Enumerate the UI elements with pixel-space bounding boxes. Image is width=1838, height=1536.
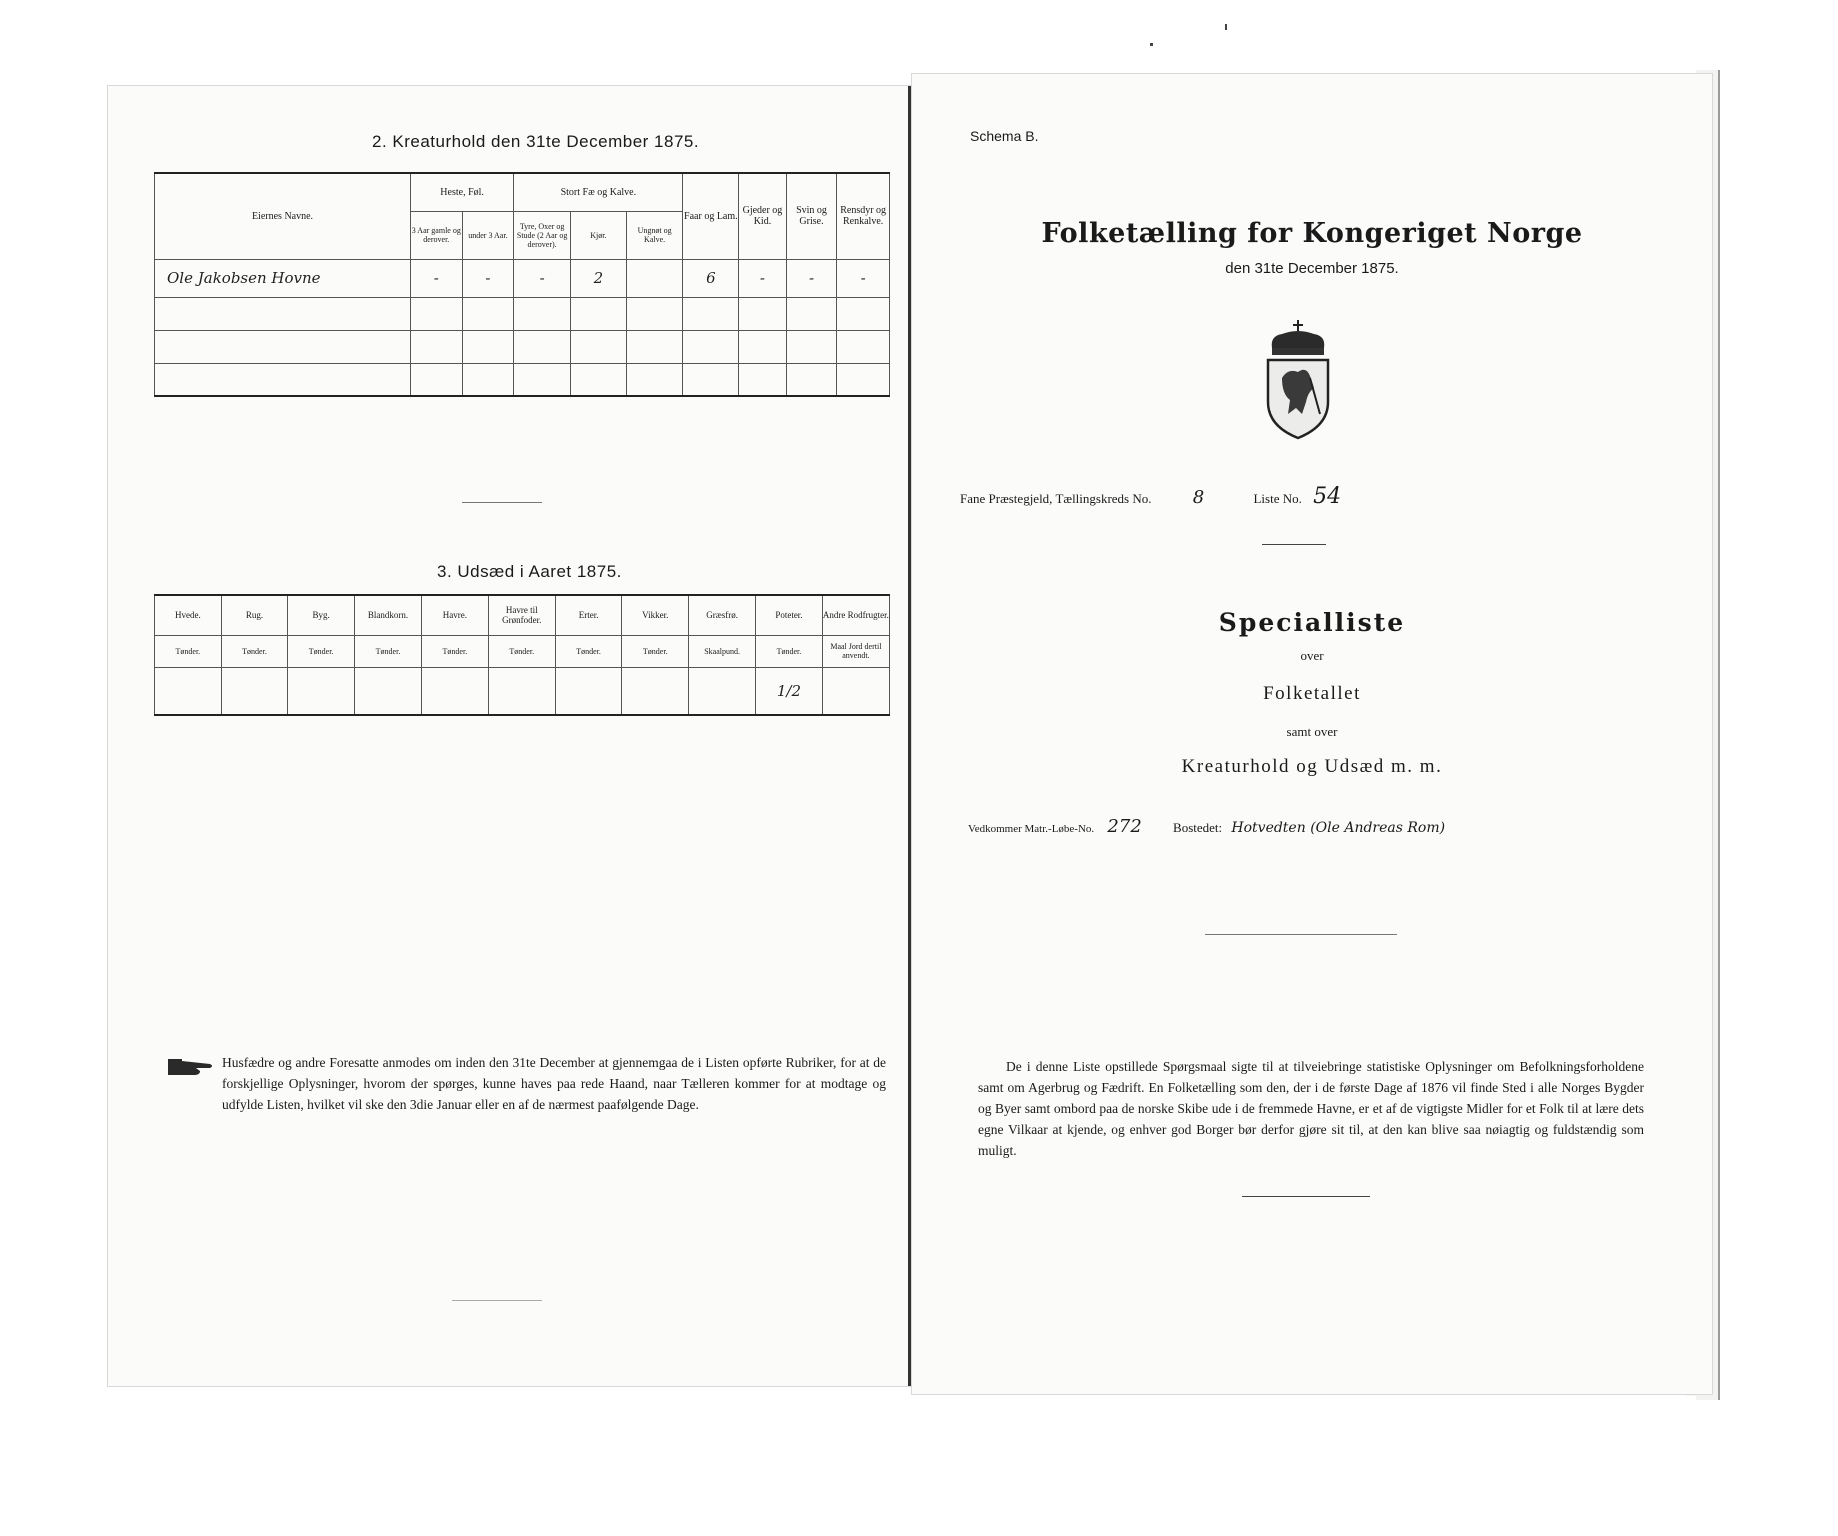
udsaed-col-unit: Tønder.: [555, 635, 622, 667]
table-row: [155, 363, 890, 396]
cell-faar: 6: [683, 259, 739, 297]
col-eiernes-navne: Eiernes Navne.: [155, 173, 411, 259]
cell-rensdyr: -: [837, 259, 890, 297]
udsaed-cell: [354, 667, 421, 715]
cell-ungnot: [626, 259, 683, 297]
cell-heste-b: -: [462, 259, 514, 297]
divider-2: [1205, 934, 1397, 935]
cell-tyre: -: [514, 259, 571, 297]
table-row: [155, 330, 890, 363]
udsaed-col-name: Hvede.: [155, 595, 222, 635]
col-gjeder: Gjeder og Kid.: [739, 173, 786, 259]
divider-bottom: [452, 1300, 542, 1301]
udsaed-table: [154, 594, 890, 716]
info-paragraph: [978, 1056, 1644, 1161]
udsaed-cell: [288, 667, 355, 715]
kreaturhold-table: [154, 172, 890, 397]
liste-label: Liste No.: [1253, 491, 1302, 506]
udsaed-col-name: Vikker.: [622, 595, 689, 635]
udsaed-col-unit: Tønder.: [288, 635, 355, 667]
cell-svin: -: [786, 259, 837, 297]
divider-3: [1242, 1196, 1370, 1197]
liste-value: 54: [1313, 484, 1342, 509]
udsaed-cell: [555, 667, 622, 715]
udsaed-col-unit: Tønder.: [488, 635, 555, 667]
table-row: [155, 667, 890, 715]
divider-1: [1262, 544, 1326, 545]
cell-gjeder: -: [739, 259, 786, 297]
page-title: Folketælling for Kongeriget Norge: [1041, 218, 1583, 249]
udsaed-cell: 1/2: [756, 667, 823, 715]
udsaed-col-unit: Tønder.: [221, 635, 288, 667]
schema-label: Schema B.: [970, 128, 1039, 144]
udsaed-col-name: Rug.: [221, 595, 288, 635]
col-heste-under: under 3 Aar.: [462, 211, 514, 259]
cell-kjor: 2: [570, 259, 626, 297]
udsaed-col-name: Poteter.: [756, 595, 823, 635]
folketallet-text: Folketallet: [1263, 683, 1361, 704]
udsaed-col-name: Havre.: [422, 595, 489, 635]
section2-title: 2. Kreaturhold den 31te December 1875.: [372, 132, 700, 151]
matr-label: Vedkommer Matr.-Løbe-No.: [968, 823, 1095, 835]
bostedet-value: Hotvedten (Ole Andreas Rom): [1231, 820, 1446, 836]
cell-heste-a: -: [411, 259, 463, 297]
scan-speck: [1225, 24, 1227, 30]
samt-over-text: samt over: [1286, 724, 1338, 739]
col-stort-fae: Stort Fæ og Kalve.: [514, 173, 683, 211]
col-heste: Heste, Føl.: [411, 173, 514, 211]
scan-speck: [1150, 43, 1153, 46]
udsaed-cell: [622, 667, 689, 715]
udsaed-col-name: Blandkorn.: [354, 595, 421, 635]
udsaed-col-unit: Tønder.: [354, 635, 421, 667]
section3-title: 3. Udsæd i Aaret 1875.: [437, 562, 622, 581]
udsaed-col-unit: Tønder.: [155, 635, 222, 667]
prestegjeld-line: [960, 484, 1341, 509]
matr-line: [968, 816, 1445, 837]
udsaed-col-unit: Tønder.: [756, 635, 823, 667]
pointing-hand-icon: [166, 1055, 216, 1079]
col-heste-3aar: 3 Aar gamle og derover.: [411, 211, 463, 259]
kreds-value: 8: [1192, 487, 1205, 508]
owner-name: Ole Jakobsen Hovne: [155, 259, 411, 297]
col-svin: Svin og Grise.: [786, 173, 837, 259]
census-date: den 31te December 1875.: [1225, 260, 1399, 277]
coat-of-arms-icon: [1258, 318, 1338, 442]
divider-short: [462, 502, 542, 503]
udsaed-col-name: Havre til Grønfoder.: [488, 595, 555, 635]
kreatur-text: Kreaturhold og Udsæd m. m.: [1181, 756, 1443, 777]
udsaed-cell: [155, 667, 222, 715]
notice-text: Husfædre og andre Foresatte anmodes om inden den 31te December at gjennemgaa de i Listen opførte Rubriker, for at de forskjellige Oplysninger, hvorom der spørges, kunne haves paa rede Haand, naar Tælleren kommer for at modtage og udfylde Listen, hvilket vil ske den 3die Januar eller en af de nærmest paafølgende Dage.: [222, 1055, 886, 1112]
udsaed-col-unit: Maal Jord dertil anvendt.: [822, 635, 889, 667]
udsaed-cell: [422, 667, 489, 715]
udsaed-col-unit: Tønder.: [622, 635, 689, 667]
udsaed-col-name: Byg.: [288, 595, 355, 635]
over-text-1: over: [1300, 648, 1324, 663]
kreds-label: Tællingskreds No.: [1055, 491, 1152, 506]
specialliste-heading: Specialliste: [1218, 608, 1406, 637]
col-kjor: Kjør.: [570, 211, 626, 259]
udsaed-cell: [822, 667, 889, 715]
table-row: [155, 259, 890, 297]
table-row: [155, 297, 890, 330]
udsaed-col-name: Erter.: [555, 595, 622, 635]
info-paragraph-text: De i denne Liste opstillede Spørgsmaal sigte til at tilveiebringe statistiske Oplysninger om Befolkningsforholdene samt om Agerbrug og Fædrift. En Folketælling som den, der i de første Dage af 1876 vil finde Sted i alle Norges Bygder og Byer samt ombord paa de norske Skibe ude i de fremmede Havne, er et af de vigtigste Midler for et Folk til at lære dets egne Vilkaar at kjende, og enhver god Borger bør derfor gjøre sit til, at den kan blive saa nøiagtig og fuldstændig som muligt.: [978, 1059, 1644, 1158]
udsaed-col-unit: Skaalpund.: [689, 635, 756, 667]
udsaed-col-name: Græsfrø.: [689, 595, 756, 635]
col-tyre: Tyre, Oxer og Stude (2 Aar og derover).: [514, 211, 571, 259]
matr-value: 272: [1107, 816, 1142, 837]
udsaed-cell: [221, 667, 288, 715]
udsaed-cell: [689, 667, 756, 715]
prestegjeld-label: Fane Præstegjeld,: [960, 491, 1053, 506]
col-ungnot: Ungnøt og Kalve.: [626, 211, 683, 259]
udsaed-cell: [488, 667, 555, 715]
col-rensdyr: Rensdyr og Renkalve.: [837, 173, 890, 259]
udsaed-col-name: Andre Rodfrugter.: [822, 595, 889, 635]
udsaed-col-unit: Tønder.: [422, 635, 489, 667]
col-faar: Faar og Lam.: [683, 173, 739, 259]
bostedet-label: Bostedet:: [1173, 820, 1223, 835]
